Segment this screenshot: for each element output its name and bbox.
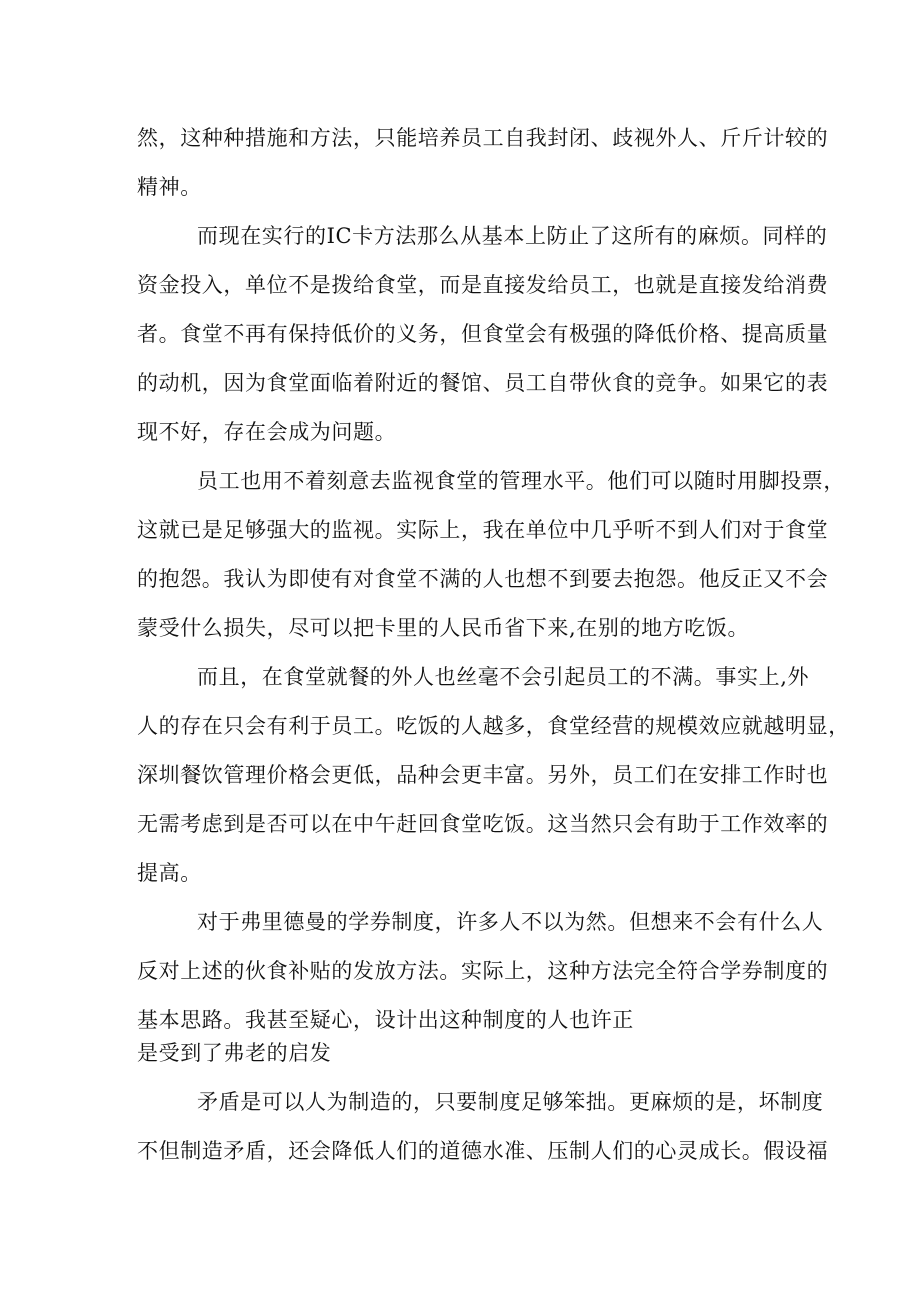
text-line: 精神。 <box>137 175 202 199</box>
text-line: 提高。 <box>137 861 202 885</box>
text-line: 这就已是足够强大的监视。实际上，我在单位中几乎听不到人们对于食堂 <box>137 518 829 542</box>
text-line: 是受到了弗老的启发 <box>137 1041 332 1065</box>
text-line: 资金投入，单位不是拨给食堂，而是直接发给员工，也就是直接发给消费 <box>137 273 829 297</box>
text-line: 无需考虑到是否可以在中午赶回食堂吃饭。这当然只会有助于工作效率的 <box>137 812 829 836</box>
text-line: 者。食堂不再有保持低价的义务，但食堂会有极强的降低价格、提高质量 <box>137 322 829 346</box>
paragraph-start-line: 而现在实行的IC卡方法那么从基本上防止了这所有的麻烦。同样的 <box>197 224 828 248</box>
paragraph-start-line: 矛盾是可以人为制造的，只要制度足够笨拙。更麻烦的是，坏制度 <box>197 1090 824 1114</box>
text-line: 的抱怨。我认为即使有对食堂不满的人也想不到要去抱怨。他反正又不会 <box>137 567 829 591</box>
text-line: 然，这种种措施和方法，只能培养员工自我封闭、歧视外人、斤斤计较的 <box>137 126 829 150</box>
paragraph-start-line: 对于弗里德曼的学券制度，许多人不以为然。但想来不会有什么人 <box>197 910 824 934</box>
text-line: 人的存在只会有利于员工。吃饭的人越多，食堂经营的规模效应就越明显， <box>137 714 850 738</box>
text-line: 的动机，因为食堂面临着附近的餐馆、员工自带伙食的竞争。如果它的表 <box>137 371 829 395</box>
text-line: 反对上述的伙食补贴的发放方法。实际上，这种方法完全符合学券制度的 <box>137 959 829 983</box>
text-line: 深圳餐饮管理价格会更低，品种会更丰富。另外，员工们在安排工作时也 <box>137 763 829 787</box>
text-line: 不但制造矛盾，还会降低人们的道德水准、压制人们的心灵成长。假设福 <box>137 1139 829 1163</box>
text-line: 基本思路。我甚至疑心，设计出这种制度的人也许正 <box>137 1008 634 1032</box>
paragraph-start-line: 而且，在食堂就餐的外人也丝毫不会引起员工的不满。事实上,外 <box>197 665 810 689</box>
paragraph-start-line: 员工也用不着刻意去监视食堂的管理水平。他们可以随时用脚投票， <box>197 469 845 493</box>
text-line: 现不好，存在会成为问题。 <box>137 420 397 444</box>
text-line: 蒙受什么损失，尽可以把卡里的人民币省下来,在别的地方吃饭。 <box>137 616 750 640</box>
